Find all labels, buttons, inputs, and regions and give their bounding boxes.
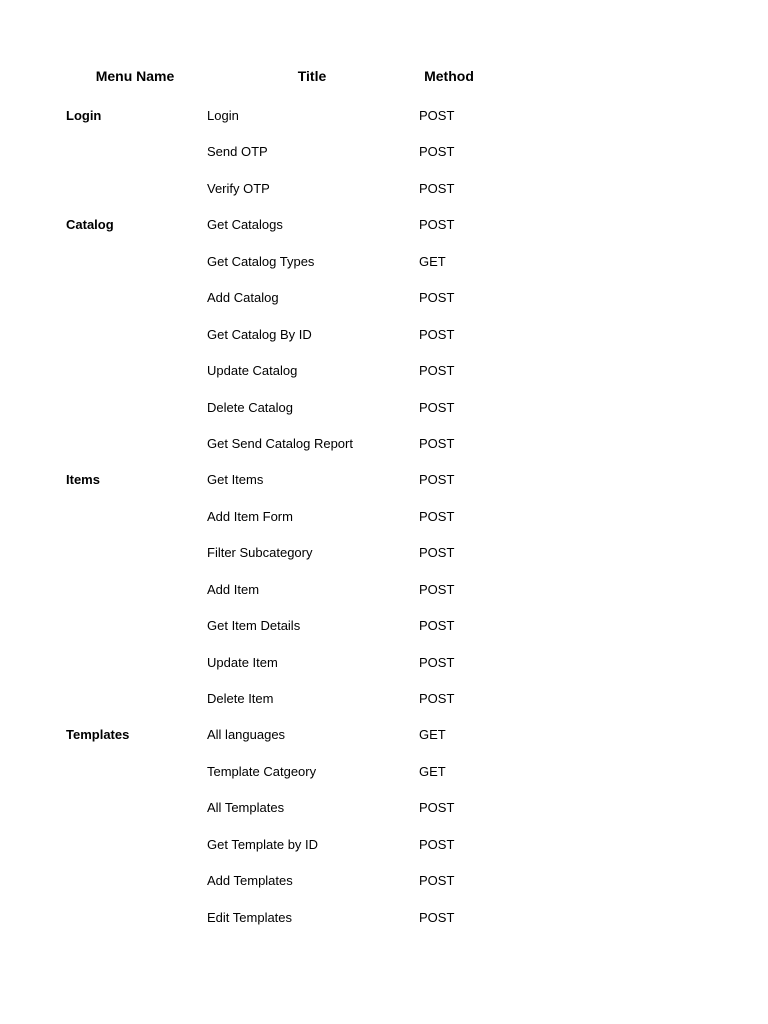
method-cell: POST	[419, 691, 455, 706]
method-cell: POST	[419, 108, 455, 123]
table-row	[0, 499, 768, 535]
method-cell: POST	[419, 290, 455, 306]
table-row	[0, 863, 768, 899]
table-row	[0, 134, 768, 170]
header-method: Method	[424, 68, 474, 84]
title-cell: Get Send Catalog Report	[207, 435, 353, 451]
table-body	[0, 98, 768, 936]
table-row	[0, 681, 768, 717]
title-cell: All Templates	[207, 800, 285, 816]
table-row	[0, 171, 768, 207]
method-cell: POST	[419, 836, 455, 852]
table-row	[0, 244, 768, 280]
method-cell: POST	[419, 144, 455, 160]
title-cell: Template Catgeory	[207, 763, 317, 779]
title-cell: Update Catalog	[207, 363, 298, 379]
header-title: Title	[297, 68, 327, 84]
method-cell: POST	[419, 363, 455, 379]
table-row	[0, 98, 768, 134]
method-cell: POST	[419, 217, 455, 233]
method-cell: POST	[419, 909, 455, 925]
method-cell: POST	[419, 508, 455, 524]
method-cell: POST	[419, 873, 455, 889]
title-cell: Login	[207, 108, 239, 123]
menu-name-cell: Items	[66, 472, 100, 488]
title-cell: Get Catalogs	[207, 217, 283, 233]
method-cell: POST	[419, 581, 455, 597]
method-cell: POST	[419, 435, 455, 451]
title-cell: Add Catalog	[207, 290, 279, 306]
menu-name-cell: Catalog	[66, 217, 114, 233]
method-cell: POST	[419, 618, 455, 634]
method-cell: GET	[419, 253, 446, 269]
table-row	[0, 280, 768, 316]
header-menu-name: Menu Name	[95, 68, 175, 84]
table-header	[0, 66, 768, 86]
title-cell: Get Catalog By ID	[207, 326, 312, 342]
title-cell: Add Item	[207, 581, 260, 597]
table-row	[0, 317, 768, 353]
title-cell: Add Item Form	[207, 508, 293, 524]
title-cell: Get Items	[207, 472, 264, 488]
table-row	[0, 790, 768, 826]
table-row	[0, 900, 768, 936]
title-cell: Delete Item	[207, 691, 274, 706]
method-cell: POST	[419, 399, 455, 415]
method-cell: POST	[419, 800, 455, 816]
title-cell: Edit Templates	[207, 909, 293, 925]
table-row	[0, 390, 768, 426]
table-row	[0, 426, 768, 462]
title-cell: Get Catalog Types	[207, 253, 315, 269]
table-row	[0, 535, 768, 571]
table-row	[0, 207, 768, 243]
method-cell: POST	[419, 654, 455, 670]
title-cell: Verify OTP	[207, 180, 270, 196]
table-row	[0, 827, 768, 863]
title-cell: Update Item	[207, 654, 278, 670]
method-cell: GET	[419, 727, 446, 743]
method-cell: POST	[419, 545, 455, 561]
title-cell: Get Template by ID	[207, 836, 319, 852]
title-cell: All languages	[207, 727, 286, 743]
menu-name-cell: Templates	[66, 727, 130, 743]
table-row	[0, 645, 768, 681]
table-row	[0, 754, 768, 790]
table-row	[0, 353, 768, 389]
title-cell: Send OTP	[207, 144, 268, 160]
title-cell: Add Templates	[207, 873, 293, 889]
method-cell: POST	[419, 326, 455, 342]
method-cell: POST	[419, 472, 455, 488]
table-row	[0, 572, 768, 608]
table-row	[0, 717, 768, 753]
title-cell: Filter Subcategory	[207, 545, 313, 561]
title-cell: Delete Catalog	[207, 399, 293, 415]
table-row	[0, 462, 768, 498]
method-cell: GET	[419, 763, 446, 779]
menu-name-cell: Login	[66, 108, 102, 123]
title-cell: Get Item Details	[207, 618, 301, 634]
table-row	[0, 608, 768, 644]
method-cell: POST	[419, 180, 455, 196]
